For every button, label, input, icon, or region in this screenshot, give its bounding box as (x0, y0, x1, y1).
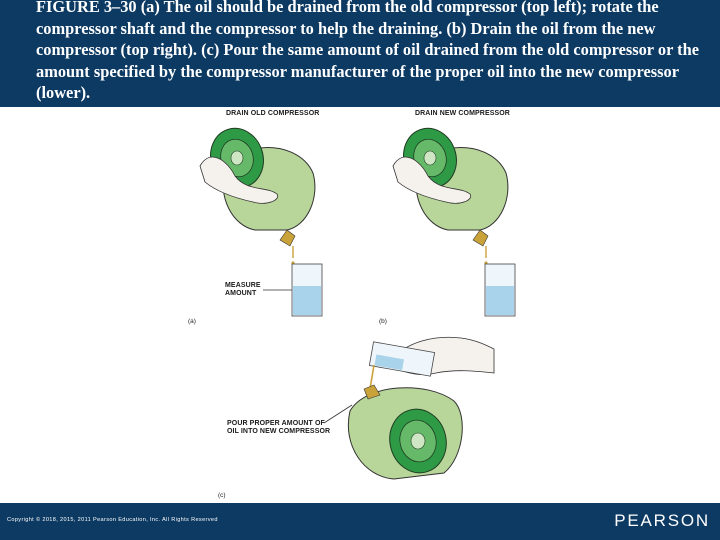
oil-drip-new (484, 246, 487, 265)
publisher-logo: PEARSON (614, 511, 710, 530)
measuring-cup-old (292, 264, 322, 316)
label-measure-amount: MEASURE AMOUNT (225, 282, 261, 297)
illustration-drain-new (388, 118, 518, 323)
measuring-cup-new (485, 264, 515, 316)
footer-bar (0, 503, 720, 540)
figure-caption: FIGURE 3–30 (a) The oil should be drained from the old compressor (top left); rotate the compressor shaft and the compressor to help the draining. (b) Drain the oil from the new compressor (top right). (c) Pour the same amount of oil drained from the old compressor or the amount specified by the compressor manufacturer of the proper oil into the new compressor (lower). (36, 0, 699, 102)
oil-drip-old (291, 246, 294, 265)
copyright-text: Copyright © 2018, 2015, 2011 Pearson Education, Inc. All Rights Reserved (7, 517, 218, 523)
illustration-drain-old (195, 118, 325, 323)
panel-a-label: (a) (188, 318, 196, 325)
label-pour-oil: POUR PROPER AMOUNT OF OIL INTO NEW COMPRESSOR (227, 420, 331, 435)
compressor-receiving (348, 385, 462, 479)
label-drain-new-compressor: DRAIN NEW COMPRESSOR (415, 110, 510, 117)
panel-b-label: (b) (379, 318, 387, 325)
label-drain-old-compressor: DRAIN OLD COMPRESSOR (226, 110, 320, 117)
illustration-pour-oil (336, 333, 496, 498)
panel-c-label: (c) (218, 492, 226, 499)
